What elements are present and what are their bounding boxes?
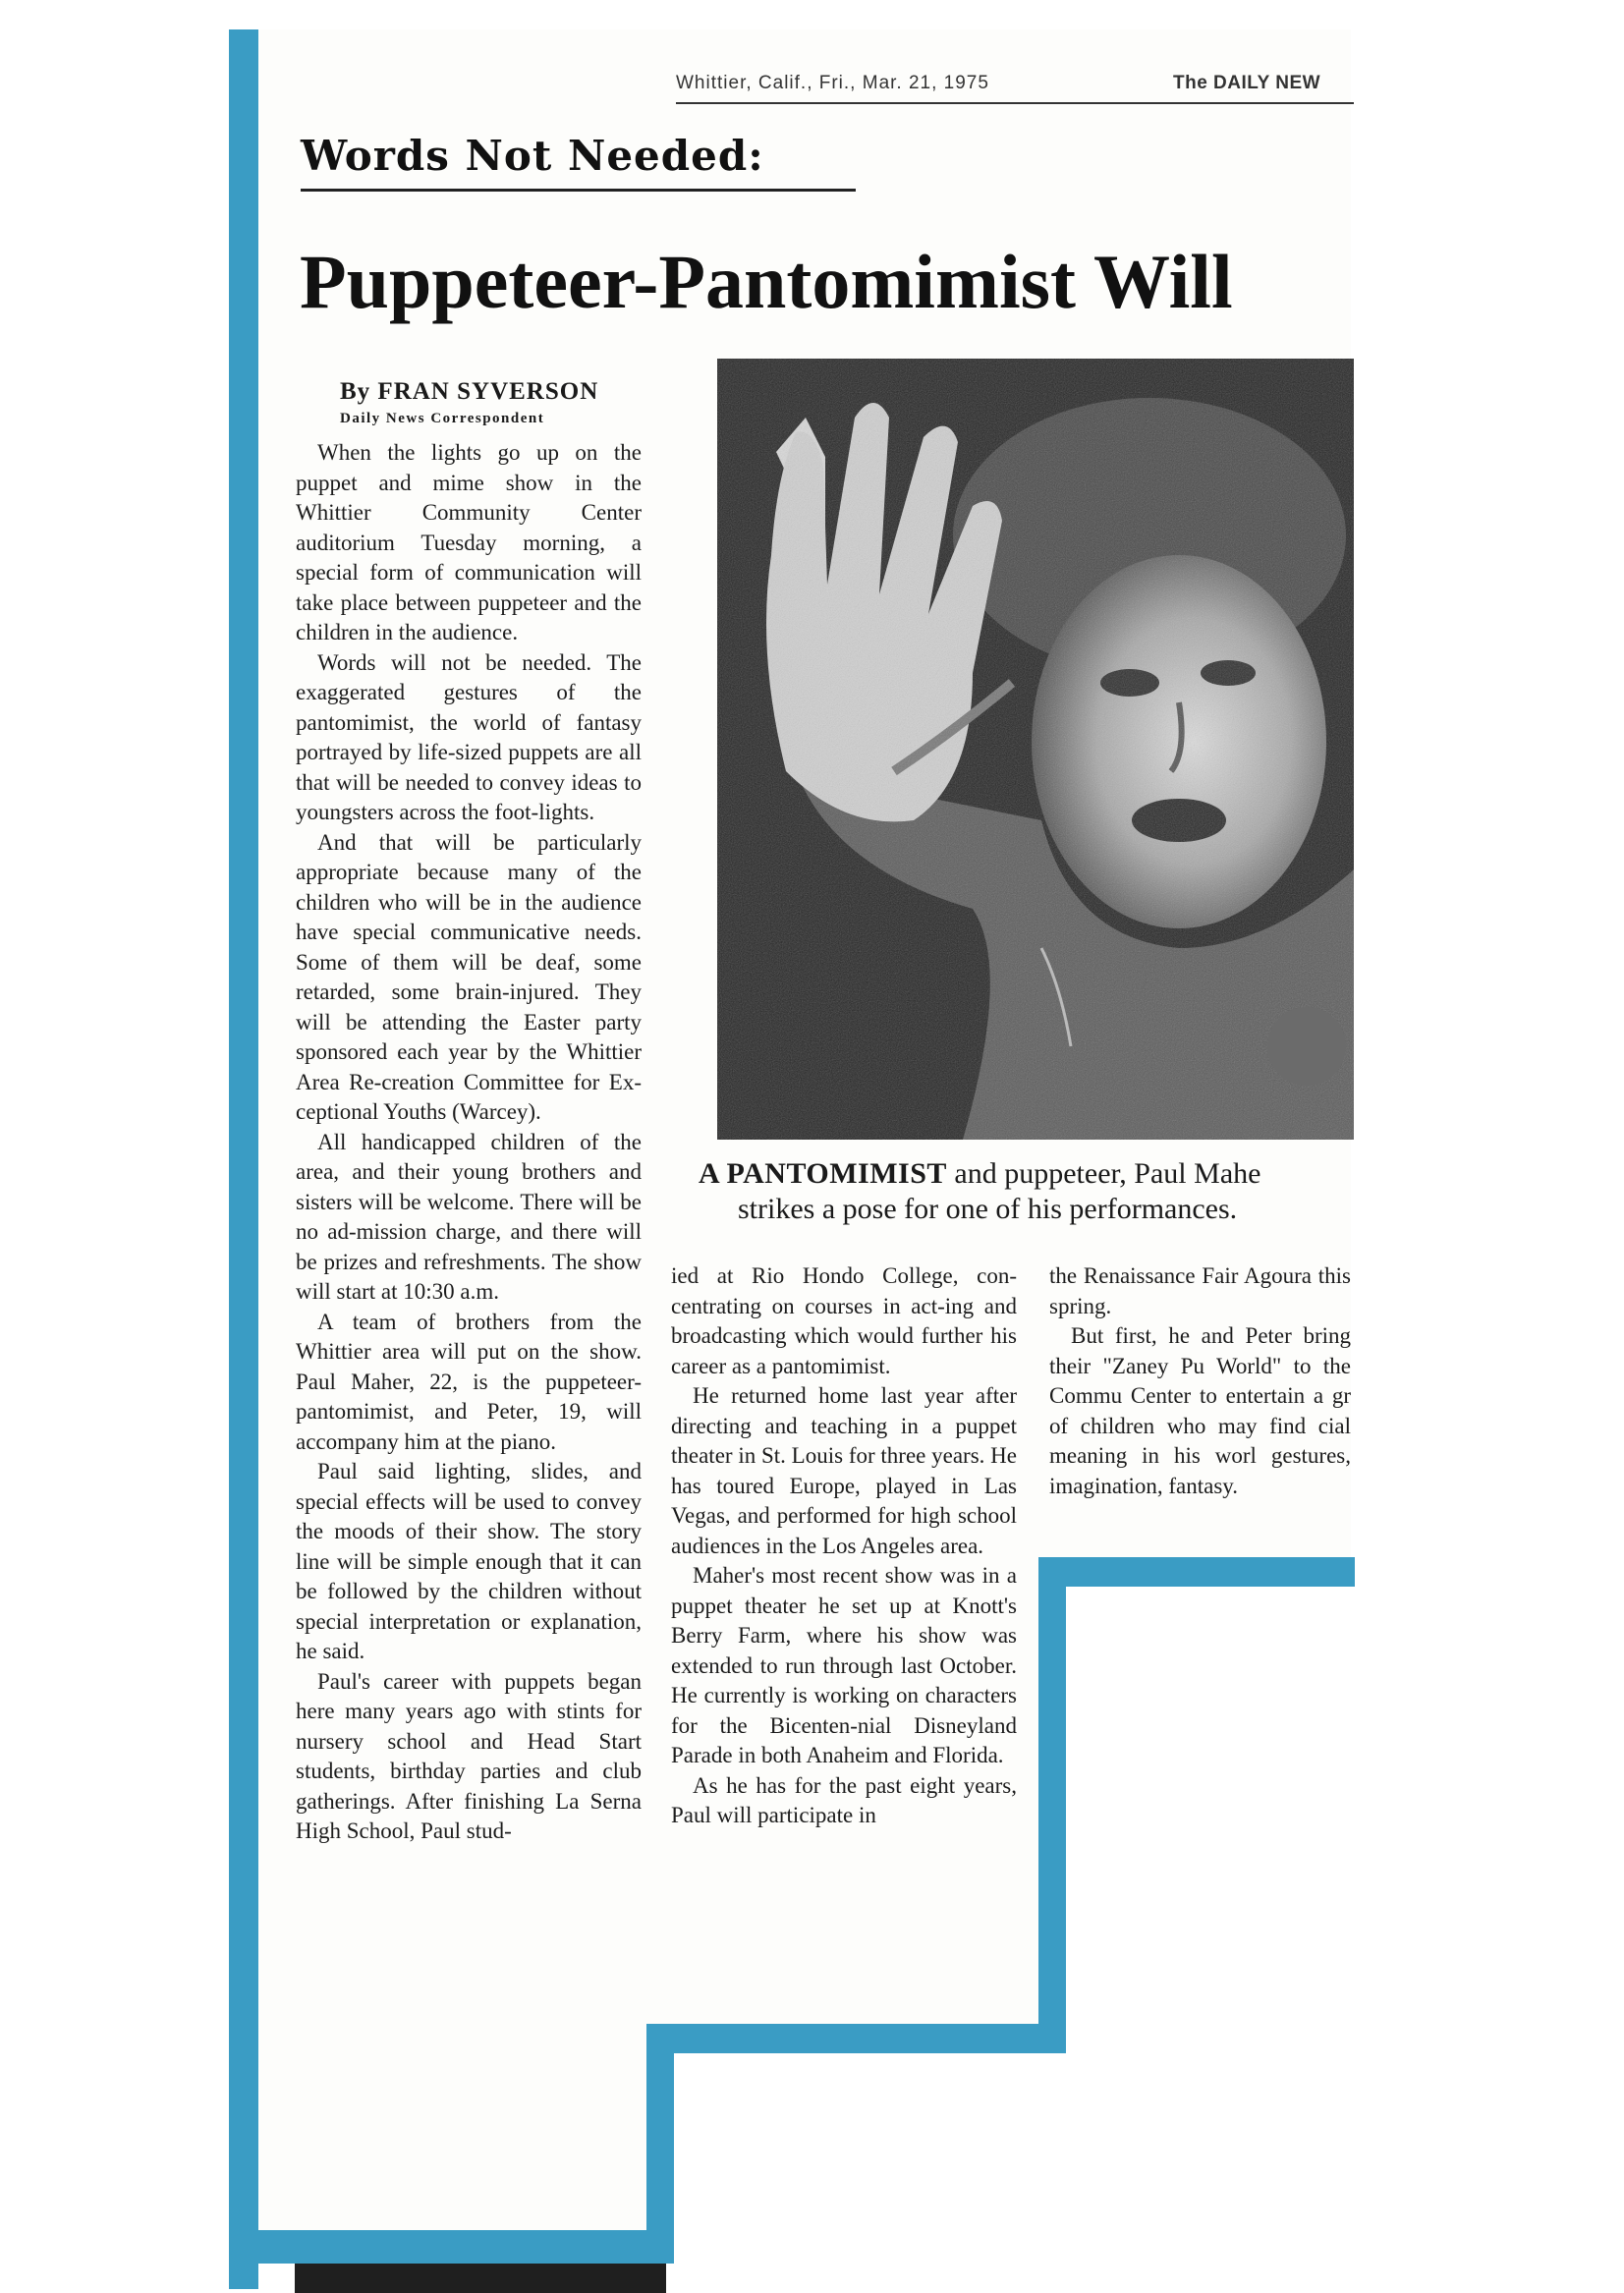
photo-caption bbox=[699, 1156, 1351, 1227]
paragraph: Maher's most recent show was in a puppet theater he set up at Knott's Berry Farm, where his show was extended to run through last October. He currently is working on characters for the Bicenten-nial Disneyland Parade in both Anaheim and Florida. bbox=[671, 1563, 1017, 1767]
newspaper-name: The DAILY NEW bbox=[1173, 73, 1321, 93]
photo-pantomimist-illustration bbox=[717, 359, 1354, 1140]
paragraph: the Renaissance Fair Agoura this spring. bbox=[1049, 1263, 1351, 1318]
paragraph: Paul said lighting, slides, and special effects will be used to convey the moods of their show. The story line will be simple enough that it can be followed by the children without special interpretation or explanation, he said. bbox=[296, 1459, 642, 1663]
blank-region-bottom bbox=[674, 2053, 1067, 2260]
paragraph: A team of brothers from the Whittier area will put on the show. Paul Maher, 22, is the puppeteer-pantomimist, and Peter, 19, will accompany him at the piano. bbox=[296, 1309, 642, 1454]
article-column-3 bbox=[1049, 1261, 1351, 1576]
paragraph: When the lights go up on the puppet and mime show in the Whittier Community Center auditorium Tuesday morning, a special form of communication will take place between puppeteer and the children in the audience. bbox=[296, 440, 642, 644]
clipping-border-right-lower-over bbox=[646, 2024, 674, 2264]
kicker-headline: Words Not Needed: bbox=[301, 132, 764, 180]
paragraph: And that will be particularly appropriate because many of the children who will be in the audience have special communicative needs. Some of them will be deaf, some retarded, some brain-injured. They will be attending the Easter party sponsored each year by the Whittier Area Re-creation Committee for Ex-ceptional Youths (Warcey). bbox=[296, 829, 642, 1124]
dateline bbox=[676, 73, 1354, 102]
dateline-rule bbox=[676, 102, 1354, 104]
clipping-border-left bbox=[229, 29, 258, 2289]
byline-title: Daily News Correspondent bbox=[340, 411, 545, 426]
paragraph: ied at Rio Hondo College, con-centrating on courses in act-ing and broadcasting which would further his career as a pantomimist. bbox=[671, 1263, 1017, 1378]
blank-region-right bbox=[1066, 1587, 1361, 2255]
photo-pantomimist bbox=[717, 359, 1354, 1140]
paragraph: But first, he and Peter bring their "Zaney Pu World" to the Commu Center to entertain a gr of children who may find cial meaning in his worl gestures, imagination, fantasy. bbox=[1049, 1323, 1351, 1498]
clipping-border-step-over bbox=[646, 2024, 1066, 2053]
caption-line1-rest: and puppeteer, Paul Mahe bbox=[946, 1157, 1261, 1190]
paragraph: He returned home last year after directing and teaching in a puppet theater in St. Louis for three years. He has toured Europe, played in Las Vegas, and performed for high school audiences in the Los Angeles area. bbox=[671, 1383, 1017, 1558]
caption-lead: A PANTOMIMIST bbox=[699, 1157, 947, 1190]
paragraph: All handicapped children of the area, and their young brothers and sisters will be welcome. There will be no ad-mission charge, and there will be prizes and refreshments. The show will start at 10:30 a.m. bbox=[296, 1129, 642, 1304]
headline: Puppeteer-Pantomimist Will bbox=[300, 239, 1233, 324]
clipping-border-bottom-over bbox=[229, 2230, 666, 2264]
kicker-underline bbox=[301, 189, 856, 192]
scan-shadow bbox=[295, 2264, 666, 2293]
article-column-2 bbox=[671, 1261, 1017, 1831]
article-column-1 bbox=[296, 438, 642, 1847]
caption-line2: strikes a pose for one of his performances. bbox=[738, 1193, 1238, 1225]
paragraph: Paul's career with puppets began here many years ago with stints for nursery school and Head Start students, birthday parties and club gatherings. After finishing La Serna High School, Paul stud- bbox=[296, 1668, 642, 1843]
dateline-place-date: Whittier, Calif., Fri., Mar. 21, 1975 bbox=[676, 73, 989, 93]
clipping-border-right-mid-over bbox=[1038, 1557, 1066, 2053]
byline: By FRAN SYVERSON bbox=[340, 378, 599, 405]
paragraph: Words will not be needed. The exaggerated gestures of the pantomimist, the world of fantasy portrayed by life-sized puppets are all that will be needed to convey ideas to youngsters across the foot-lights. bbox=[296, 649, 642, 824]
paragraph: As he has for the past eight years, Paul will participate in bbox=[671, 1772, 1017, 1827]
